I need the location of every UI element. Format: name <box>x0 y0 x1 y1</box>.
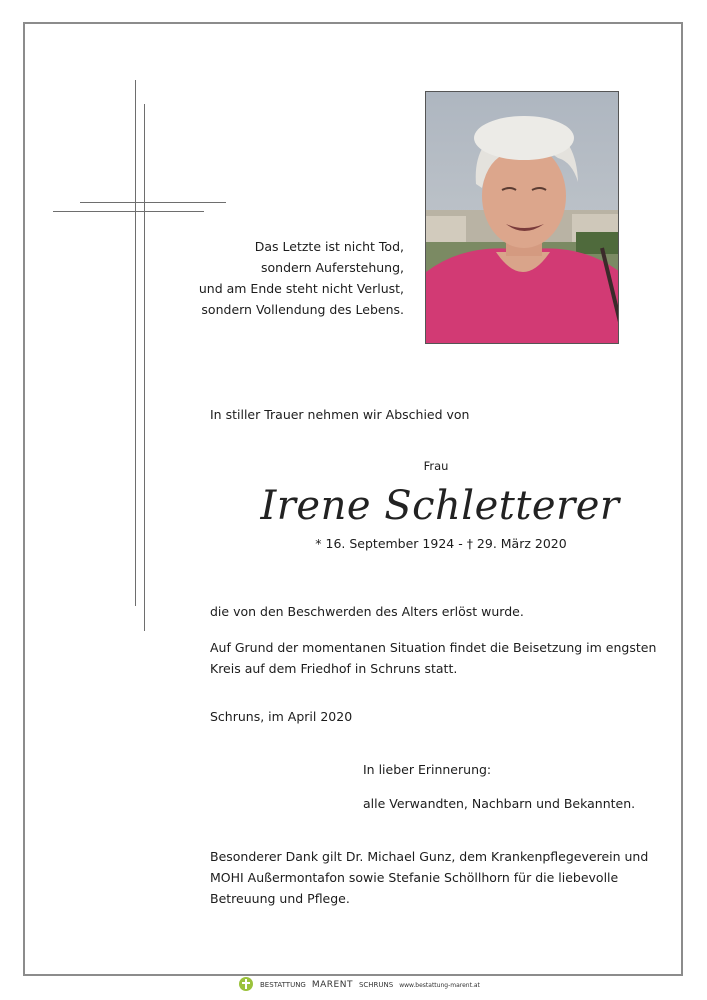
funeral-home-logo-icon <box>238 976 254 994</box>
thanks-line: MOHI Außermontafon sowie Stefanie Schöllhorn für die liebevolle <box>210 870 619 885</box>
mourners-text: alle Verwandten, Nachbarn und Bekannten. <box>363 796 636 811</box>
place-date: Schruns, im April 2020 <box>210 709 353 724</box>
burial-note <box>210 637 656 679</box>
burial-line: Kreis auf dem Friedhof in Schruns statt. <box>210 661 458 676</box>
salutation: Frau <box>423 459 449 473</box>
funeral-home-footer <box>238 975 480 995</box>
poem-line: sondern Auferstehung, <box>260 260 404 275</box>
remembrance-text: In lieber Erinnerung: <box>363 762 492 777</box>
thanks-line: Betreuung und Pflege. <box>210 891 350 906</box>
portrait-photo <box>425 91 619 344</box>
burial-line: Auf Grund der momentanen Situation findet die Beisetzung im engsten <box>210 640 657 655</box>
intro-text: In stiller Trauer nehmen wir Abschied von <box>210 407 470 422</box>
footer-town: SCHRUNS <box>358 981 394 989</box>
footer-url[interactable]: www.bestattung-marent.at <box>399 981 480 989</box>
thanks-text <box>210 846 648 909</box>
life-dates: * 16. September 1924 - † 29. März 2020 <box>315 536 567 551</box>
poem-line: Das Letzte ist nicht Tod, <box>254 239 404 254</box>
footer-brand: MARENT <box>311 980 353 990</box>
poem-line: sondern Vollendung des Lebens. <box>201 302 404 317</box>
footer-prefix: BESTATTUNG <box>260 981 306 989</box>
deceased-name: Irene Schletterer <box>260 483 620 529</box>
poem <box>150 236 404 320</box>
relief-text: die von den Beschwerden des Alters erlöst wurde. <box>210 604 524 619</box>
poem-line: und am Ende steht nicht Verlust, <box>198 281 404 296</box>
thanks-line: Besonderer Dank gilt Dr. Michael Gunz, dem Krankenpflegeverein und <box>210 849 649 864</box>
